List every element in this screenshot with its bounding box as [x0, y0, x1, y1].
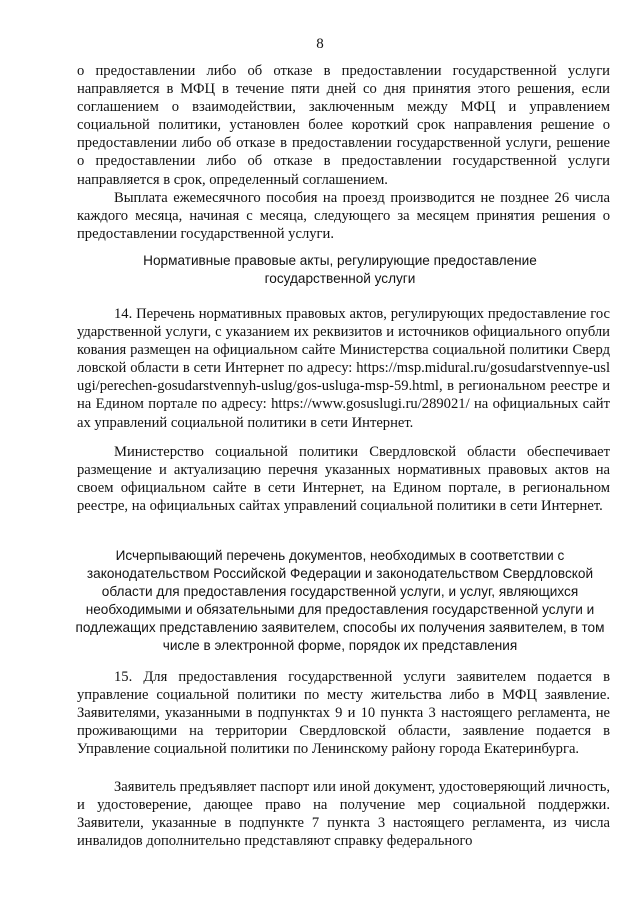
paragraph-payment-date: Выплата ежемесячного пособия на проезд производится не позднее 26 числа каждого месяца, начиная с месяца, следующего за месяцем принятия решения о предоставлении государственной услуги.: [77, 190, 610, 243]
paragraph-mfc-decision: о предоставлении либо об отказе в предоставлении государственной услуги направляется в МФЦ в течение пяти дней со дня принятия этого решения, если соглашением о взаимодействии, заключенным между МФЦ и управлением социальной политики, установлен более короткий срок направления решение о предоставлении либо об отказе в предоставлении государственной услуги, решение о предоставлении либо об отказе в предоставлении государственной услуги направляется в срок, определенный соглашением.: [77, 63, 610, 188]
paragraph-15-application: 15. Для предоставления государственной услуги заявителем подается в управление социальной политики по месту жительства либо в МФЦ заявление. Заявителями, указанными в подпунктах 9 и 10 пункта 3 настоящего регламента, не проживающими на территории Свердловской области, заявление подается в Управление социальной политики по Ленинскому району города Екатеринбурга.: [77, 669, 610, 758]
section-heading-regulations: Нормативные правовые акты, регулирующие предоставление государственной услуги: [143, 253, 537, 287]
paragraph-applicant-documents: Заявитель предъявляет паспорт или иной документ, удостоверяющий личность, и удостоверение, дающее право на получение мер социальной поддержки. Заявители, указанные в подпункте 7 пункта 3 настоящего регламента, из числа инвалидов дополнительно представляют справку федерального: [77, 779, 610, 850]
section-heading-documents: Исчерпывающий перечень документов, необходимых в соответствии с законодательством Российской Федерации и законодательством Свердловской области для предоставления государственной услуги, и услуг, являющихся необходимыми и обязательными для предоставления государственной услуги и подлежащих представлению заявителем, способы их получения заявителем, в том числе в электронной форме, порядок их представления: [75, 548, 605, 654]
paragraph-ministry-publication: Министерство социальной политики Свердловской области обеспечивает размещение и актуализацию перечня указанных нормативных правовых актов на своем официальном сайте в сети Интернет, на Едином портале, в региональном реестре, на официальных сайтах управлений социальной политики в сети Интернет.: [77, 444, 610, 515]
paragraph-14-regulations-list: 14. Перечень нормативных правовых актов, регулирующих предоставление государственной услуги, с указанием их реквизитов и источников официального опубликования размещен на официальном сайте Министерства социальной политики Свердловской области в сети Интернет по адресу: https://msp.midural.ru/gosudarstvennye-uslugi/perechen-gosudarstvennyh-uslug/gos-usluga-msp-59.html, в региональном реестре и на Едином портале по адресу: https://www.gosuslugi.ru/289021/ на официальных сайтах управлений социальной политики в сети Интернет.: [77, 306, 610, 431]
page-number: 8: [316, 36, 324, 52]
